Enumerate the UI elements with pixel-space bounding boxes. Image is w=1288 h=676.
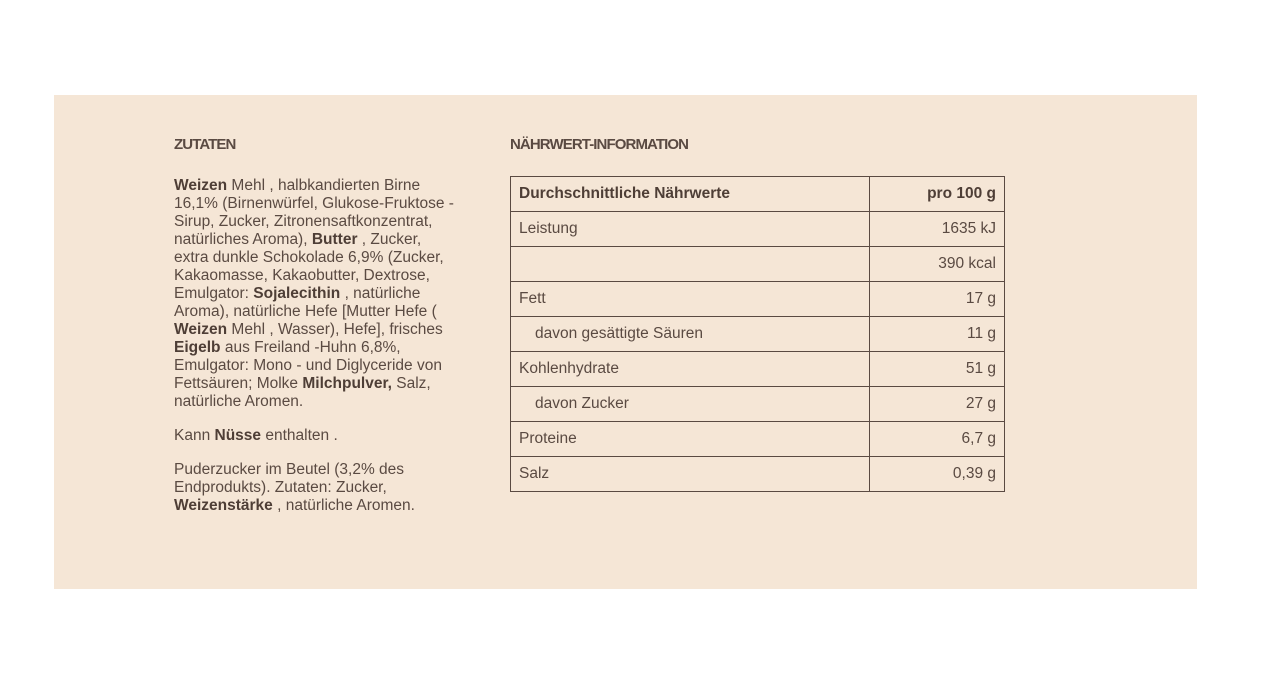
nutrition-section [510,137,1006,492]
ingredient-text: , Zucker, extra dunkle Schokolade 6,9% (Zucker, Kakaomasse, Kakaobutter, Dextrose, Emulgator: [174,231,444,302]
nutrient-value: 11 g [869,317,1004,352]
ingredient-text: Mehl , Wasser), Hefe], frisches [227,321,443,338]
nutrition-row [511,317,1005,352]
nutrition-row [511,247,1005,282]
ingredient-text: , natürliche Aromen. [272,497,415,514]
nutrition-row [511,422,1005,457]
nutrition-table [510,176,1005,492]
nutrient-value: 51 g [869,352,1004,387]
ingredient-text: Puderzucker im Beutel (3,2% des Endprodukts). Zutaten: Zucker, [174,461,405,496]
nutrient-label [511,247,870,282]
ingredient-text: Kann [174,427,215,444]
ingredient-text: aus Freiland -Huhn 6,8%, Emulgator: Mono - und Diglyceride von Fettsäuren; Molke [174,339,442,392]
allergen-text: Nüsse [214,427,262,444]
nutrient-value: 1635 kJ [869,212,1004,247]
ingredient-text: , natürliche Aroma), natürliche Hefe [Mutter Hefe ( [174,285,437,320]
nutrient-value: 0,39 g [869,457,1004,492]
allergen-text: Milchpulver, [302,375,392,392]
ingredients-title: ZUTATEN [174,136,236,153]
allergen-text: Weizen [174,321,228,338]
ingredients-paragraph [174,461,454,515]
allergen-text: Weizenstärke [174,497,273,514]
ingredient-text: enthalten . [261,427,338,444]
ingredients-paragraph [174,177,454,411]
nutrition-row [511,352,1005,387]
ingredients-text [174,177,454,515]
nutrient-value: 6,7 g [869,422,1004,457]
nutrition-row [511,387,1005,422]
nutrient-value: 27 g [869,387,1004,422]
nutrient-label: Salz [511,457,870,492]
nutrient-label: Kohlenhydrate [511,352,870,387]
nutrient-label: Leistung [511,212,870,247]
allergen-text: Weizen [174,177,228,194]
ingredient-text: Mehl , halbkandierten Birne 16,1% (Birnenwürfel, Glukose-Fruktose - Sirup, Zucker, Zitronensaftkonzentrat, natürliches Aroma), [174,177,454,248]
nutrition-row [511,212,1005,247]
nutrient-label: davon Zucker [511,387,870,422]
nutrition-row [511,282,1005,317]
nutrient-label: Fett [511,282,870,317]
nutrition-row [511,457,1005,492]
nutrient-value: 390 kcal [869,247,1004,282]
ingredients-paragraph [174,427,454,445]
product-info-panel [54,95,1197,589]
nutrition-header-value: pro 100 g [869,177,1004,212]
nutrient-label: Proteine [511,422,870,457]
nutrition-header-row [511,177,1005,212]
ingredient-text: Salz, natürliche Aromen. [174,375,431,410]
allergen-text: Butter [311,231,358,248]
allergen-text: Eigelb [174,339,221,356]
nutrient-value: 17 g [869,282,1004,317]
nutrition-title: NÄHRWERT-INFORMATION [510,136,689,153]
ingredients-section [174,137,454,531]
nutrition-header-label: Durchschnittliche Nährwerte [511,177,870,212]
allergen-text: Sojalecithin [253,285,341,302]
nutrient-label: davon gesättigte Säuren [511,317,870,352]
